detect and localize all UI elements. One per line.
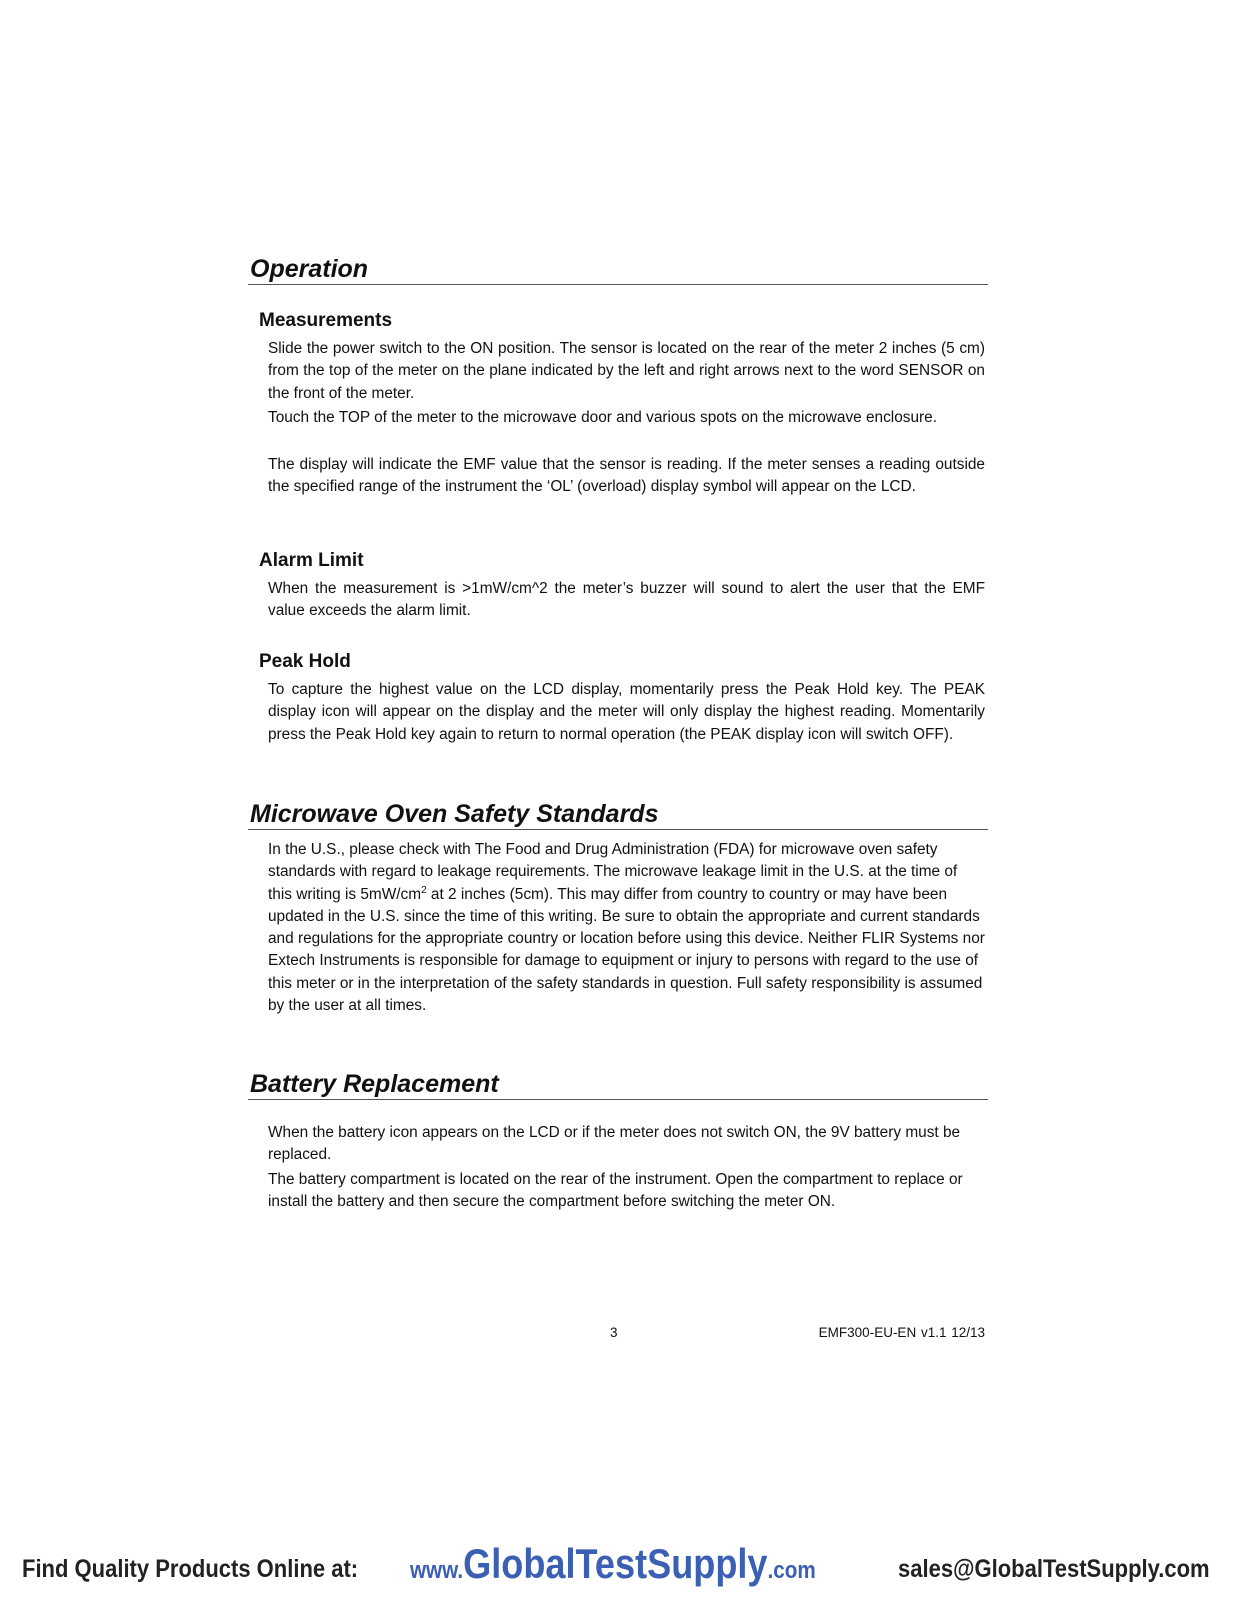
- battery-paragraph-1: When the battery icon appears on the LCD or if the meter does not switch ON, the 9V battery must be replaced.: [268, 1124, 961, 1164]
- subheading-measurements: Measurements: [259, 310, 393, 331]
- safety-text-part-2: at 2 inches (5cm). This may differ from country to country or may have been updated in the U.S. since the time of this writing. Be sure to obtain the appropriate and current standards and regulations for the appropriate country or location before using this device. Neither FLIR Systems nor Extech Instruments is responsible for damage to equipment or injury to persons with regard to the use of this meter or in the interpretation of the safety standards in question. Full safety responsibility is assumed by the user at all times.: [268, 885, 985, 1015]
- peak-hold-paragraph: To capture the highest value on the LCD display, momentarily press the Peak Hold key. The PEAK display icon will appear on the display and the meter will only display the highest reading. Momentarily press the Peak Hold key again to return to normal operation (the PEAK display icon will switch OFF).: [268, 681, 985, 743]
- promo-email-link[interactable]: sales@GlobalTestSupply.com: [898, 1555, 1210, 1583]
- measurements-paragraph-3: The display will indicate the EMF value that the sensor is reading. If the meter senses a reading outside the specified range of the instrument the ‘OL’ (overload) display symbol will appear on the LCD.: [268, 456, 985, 496]
- promo-text: Find Quality Products Online at:: [22, 1555, 359, 1583]
- document-id: EMF300-EU-EN v1.1 12/13: [818, 1325, 985, 1340]
- section-title-operation: Operation: [248, 254, 988, 285]
- measurements-paragraph-1: Slide the power switch to the ON position. The sensor is located on the rear of the meter 2 inches (5 cm) from the top of the meter on the plane indicated by the left and right arrows next to the word SENSOR on the front of the meter.: [268, 340, 985, 402]
- url-main: GlobalTestSupply: [463, 1540, 768, 1587]
- safety-text-part-1: In the U.S., please check with The Food and Drug Administration (FDA) for microwave oven safety standards with regard to leakage requirements. The microwave leakage limit in the U.S. at the time of this writing is 5mW/cm: [268, 841, 958, 903]
- safety-standards-paragraph: [268, 839, 985, 1017]
- alarm-paragraph: When the measurement is >1mW/cm^2 the meter’s buzzer will sound to alert the user that the EMF value exceeds the alarm limit.: [268, 580, 985, 620]
- superscript-exponent: 2: [421, 884, 427, 896]
- url-suffix: .com: [767, 1557, 816, 1584]
- section-title-battery-replacement: Battery Replacement: [248, 1069, 988, 1100]
- subheading-alarm-limit: Alarm Limit: [259, 550, 364, 571]
- measurements-paragraph-2: Touch the TOP of the meter to the microwave door and various spots on the microwave enclosure.: [268, 409, 937, 426]
- subheading-peak-hold: Peak Hold: [259, 651, 351, 672]
- promo-website-link[interactable]: [410, 1540, 816, 1588]
- page-number: 3: [610, 1325, 618, 1340]
- section-title-safety-standards: Microwave Oven Safety Standards: [248, 799, 988, 830]
- battery-paragraph-2: The battery compartment is located on the rear of the instrument. Open the compartment to replace or install the battery and then secure the compartment before switching the meter ON.: [268, 1171, 963, 1211]
- url-prefix: www.: [410, 1557, 464, 1584]
